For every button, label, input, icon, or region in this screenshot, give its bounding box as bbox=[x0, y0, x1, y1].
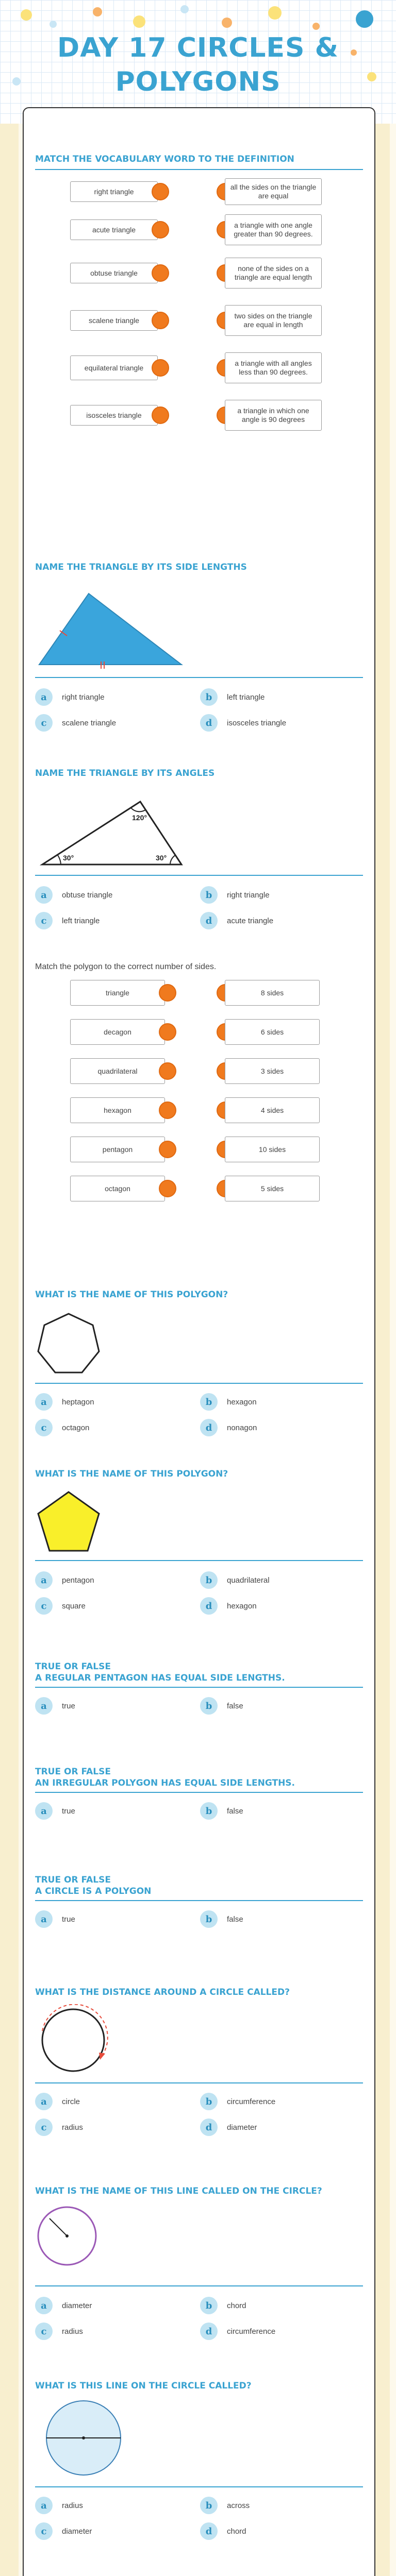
question-6 bbox=[35, 1468, 363, 1480]
circle-shape bbox=[42, 2009, 104, 2071]
question-title: TRUE OR FALSE bbox=[35, 1875, 111, 1885]
answer-option-a[interactable] bbox=[35, 688, 105, 706]
option-letter: d bbox=[200, 1597, 218, 1615]
polygon-shape bbox=[38, 1492, 99, 1551]
answer-option-c[interactable] bbox=[35, 1419, 89, 1436]
option-text: false bbox=[227, 1701, 243, 1710]
diameter-figure bbox=[35, 2398, 133, 2480]
match-term[interactable]: triangle bbox=[70, 980, 165, 1006]
option-text: diameter bbox=[62, 2527, 92, 2536]
option-letter: b bbox=[200, 1802, 218, 1820]
question-3 bbox=[35, 768, 363, 779]
match-term[interactable]: quadrilateral bbox=[70, 1058, 165, 1084]
option-letter: c bbox=[35, 2522, 53, 2540]
option-letter: d bbox=[200, 1419, 218, 1436]
option-letter: b bbox=[200, 1571, 218, 1589]
question-title: TRUE OR FALSE bbox=[35, 1767, 111, 1777]
option-letter: b bbox=[200, 886, 218, 904]
answer-option-d[interactable] bbox=[200, 2522, 246, 2540]
question-title: WHAT IS THE NAME OF THIS LINE CALLED ON THE CIRCLE? bbox=[35, 2186, 322, 2196]
option-text: circumference bbox=[227, 2327, 276, 2336]
option-letter: b bbox=[200, 1697, 218, 1715]
option-text: circumference bbox=[227, 2097, 276, 2106]
option-letter: a bbox=[35, 1910, 53, 1928]
center-point bbox=[82, 2436, 85, 2439]
answer-option-d[interactable] bbox=[200, 2323, 275, 2340]
divider bbox=[35, 1792, 363, 1793]
option-letter: a bbox=[35, 2297, 53, 2314]
option-text: diameter bbox=[62, 2301, 92, 2310]
match-term[interactable]: right triangle bbox=[70, 181, 158, 202]
match-definition[interactable]: a triangle with one angle greater than 90 degrees. bbox=[225, 214, 322, 245]
option-letter: c bbox=[35, 714, 53, 732]
answer-option-c[interactable] bbox=[35, 912, 100, 929]
option-text: radius bbox=[62, 2123, 83, 2132]
obtuse-triangle-figure bbox=[35, 787, 190, 870]
option-text: scalene triangle bbox=[62, 718, 117, 727]
match-definition[interactable]: all the sides on the triangle are equal bbox=[225, 178, 322, 205]
decor-dot bbox=[268, 6, 282, 20]
divider bbox=[35, 1900, 363, 1901]
worksheet-card bbox=[23, 107, 375, 2576]
worksheet-title: DAY 17 CIRCLES & POLYGONS bbox=[57, 32, 339, 97]
match-row bbox=[70, 354, 328, 381]
answer-option-a[interactable] bbox=[35, 2297, 92, 2314]
question-9 bbox=[35, 1874, 363, 1897]
match-connector-left[interactable] bbox=[159, 1141, 176, 1158]
answer-option-c[interactable] bbox=[35, 1597, 86, 1615]
option-text: true bbox=[62, 1806, 75, 1816]
answer-option-c[interactable] bbox=[35, 2119, 83, 2136]
answer-option-d[interactable] bbox=[200, 1419, 257, 1436]
match-row bbox=[70, 1176, 328, 1201]
option-letter: b bbox=[200, 1393, 218, 1411]
match-definition[interactable]: 10 sides bbox=[225, 1137, 320, 1162]
divider bbox=[35, 2082, 363, 2083]
question-title: WHAT IS THE NAME OF THIS POLYGON? bbox=[35, 1469, 228, 1479]
option-text: hexagon bbox=[227, 1601, 257, 1611]
answer-option-d[interactable] bbox=[200, 912, 273, 929]
option-letter: a bbox=[35, 1697, 53, 1715]
answer-option-b[interactable] bbox=[200, 2497, 250, 2514]
divider bbox=[35, 169, 363, 170]
option-text: left triangle bbox=[227, 692, 265, 702]
option-letter: c bbox=[35, 2119, 53, 2136]
option-text: diameter bbox=[227, 2123, 257, 2132]
match-row bbox=[70, 402, 328, 429]
question-1 bbox=[35, 154, 363, 165]
match-term[interactable]: hexagon bbox=[70, 1097, 165, 1123]
question-title: Match the polygon to the correct number of sides. bbox=[35, 962, 217, 971]
option-text: true bbox=[62, 1914, 75, 1924]
answer-option-a[interactable] bbox=[35, 1697, 75, 1715]
answer-option-c[interactable] bbox=[35, 2522, 92, 2540]
question-title: NAME THE TRIANGLE BY ITS ANGLES bbox=[35, 768, 215, 778]
match-definition[interactable]: two sides on the triangle are equal in length bbox=[225, 305, 322, 336]
question-title: TRUE OR FALSE bbox=[35, 1662, 111, 1672]
answer-option-a[interactable] bbox=[35, 1802, 75, 1820]
divider bbox=[35, 1687, 363, 1688]
divider bbox=[35, 1383, 363, 1384]
question-11 bbox=[35, 2185, 363, 2197]
answer-option-b[interactable] bbox=[200, 688, 265, 706]
answer-option-a[interactable] bbox=[35, 1571, 94, 1589]
option-text: left triangle bbox=[62, 916, 100, 925]
option-letter: b bbox=[200, 2297, 218, 2314]
option-text: radius bbox=[62, 2501, 83, 2510]
match-connector-left[interactable] bbox=[152, 312, 169, 329]
match-definition[interactable]: 6 sides bbox=[225, 1019, 320, 1045]
triangle-shape bbox=[39, 594, 182, 665]
decor-dot bbox=[93, 7, 102, 16]
match-connector-left[interactable] bbox=[159, 1180, 176, 1197]
option-text: chord bbox=[227, 2527, 246, 2536]
question-7 bbox=[35, 1661, 363, 1684]
question-8 bbox=[35, 1766, 363, 1789]
option-text: chord bbox=[227, 2301, 246, 2310]
answer-option-a[interactable] bbox=[35, 2497, 83, 2514]
match-term[interactable]: scalene triangle bbox=[70, 310, 158, 331]
option-text: obtuse triangle bbox=[62, 890, 113, 900]
question-title: WHAT IS THE DISTANCE AROUND A CIRCLE CALLED? bbox=[35, 1987, 290, 1997]
answer-option-b[interactable] bbox=[200, 2093, 275, 2110]
question-statement: A REGULAR PENTAGON HAS EQUAL SIDE LENGTHS. bbox=[35, 1673, 285, 1683]
answer-option-b[interactable] bbox=[200, 2297, 246, 2314]
match-connector-left[interactable] bbox=[152, 359, 169, 377]
question-statement: A CIRCLE IS A POLYGON bbox=[35, 1886, 152, 1896]
option-letter: b bbox=[200, 688, 218, 706]
option-text: isosceles triangle bbox=[227, 718, 287, 727]
option-text: acute triangle bbox=[227, 916, 274, 925]
option-text: right triangle bbox=[227, 890, 270, 900]
answer-option-c[interactable] bbox=[35, 714, 116, 732]
heptagon-figure bbox=[35, 1311, 102, 1378]
match-definition[interactable]: 3 sides bbox=[225, 1058, 320, 1084]
match-connector-left[interactable] bbox=[159, 1023, 176, 1041]
answer-option-b[interactable] bbox=[200, 1393, 257, 1411]
angle-label: 30° bbox=[63, 854, 74, 862]
option-letter: a bbox=[35, 1571, 53, 1589]
match-row bbox=[70, 178, 328, 205]
option-text: circle bbox=[62, 2097, 80, 2106]
question-2 bbox=[35, 562, 363, 573]
option-letter: d bbox=[200, 2119, 218, 2136]
match-connector-left[interactable] bbox=[152, 264, 169, 282]
option-text: octagon bbox=[62, 1423, 90, 1432]
answer-option-b[interactable] bbox=[200, 1910, 243, 1928]
option-letter: d bbox=[200, 714, 218, 732]
match-row bbox=[70, 307, 328, 334]
option-letter: a bbox=[35, 1802, 53, 1820]
option-text: true bbox=[62, 1701, 75, 1710]
option-letter: c bbox=[35, 2323, 53, 2340]
question-10 bbox=[35, 1987, 363, 1998]
match-term[interactable]: obtuse triangle bbox=[70, 263, 158, 283]
match-term[interactable]: equilateral triangle bbox=[70, 355, 158, 380]
option-text: quadrilateral bbox=[227, 1575, 270, 1585]
answer-option-a[interactable] bbox=[35, 2093, 80, 2110]
option-letter: b bbox=[200, 1910, 218, 1928]
circumference-figure bbox=[35, 2004, 112, 2076]
question-title: MATCH THE VOCABULARY WORD TO THE DEFINITION bbox=[35, 154, 294, 164]
match-connector-left[interactable] bbox=[152, 183, 169, 200]
decor-dot bbox=[222, 18, 232, 28]
option-letter: d bbox=[200, 912, 218, 929]
scalene-triangle-figure bbox=[35, 583, 190, 674]
match-definition[interactable]: 8 sides bbox=[225, 980, 320, 1006]
option-letter: b bbox=[200, 2497, 218, 2514]
option-letter: d bbox=[200, 2323, 218, 2340]
match-row bbox=[70, 1058, 328, 1084]
question-12 bbox=[35, 2380, 363, 2392]
answer-option-d[interactable] bbox=[200, 2119, 257, 2136]
answer-option-a[interactable] bbox=[35, 886, 112, 904]
match-connector-left[interactable] bbox=[159, 1101, 176, 1119]
answer-option-c[interactable] bbox=[35, 2323, 83, 2340]
question-4 bbox=[35, 961, 363, 973]
option-letter: c bbox=[35, 912, 53, 929]
match-definition[interactable]: a triangle in which one angle is 90 degrees bbox=[225, 400, 322, 431]
answer-option-d[interactable] bbox=[200, 714, 286, 732]
decor-dot bbox=[21, 9, 32, 21]
option-text: false bbox=[227, 1914, 243, 1924]
arrow-head bbox=[99, 2053, 105, 2060]
match-connector-left[interactable] bbox=[159, 984, 176, 1002]
match-row bbox=[70, 980, 328, 1006]
divider bbox=[35, 677, 363, 678]
match-row bbox=[70, 1137, 328, 1162]
question-statement: AN IRREGULAR POLYGON HAS EQUAL SIDE LENGTHS. bbox=[35, 1778, 295, 1788]
decor-dot bbox=[356, 10, 373, 28]
match-row bbox=[70, 260, 328, 286]
question-title: WHAT IS THIS LINE ON THE CIRCLE CALLED? bbox=[35, 2381, 252, 2391]
option-letter: a bbox=[35, 2497, 53, 2514]
option-text: false bbox=[227, 1806, 243, 1816]
angle-label: 120° bbox=[132, 814, 147, 822]
answer-option-a[interactable] bbox=[35, 1393, 94, 1411]
option-letter: a bbox=[35, 1393, 53, 1411]
option-letter: a bbox=[35, 2093, 53, 2110]
match-connector-left[interactable] bbox=[152, 221, 169, 239]
match-row bbox=[70, 1019, 328, 1045]
match-term[interactable]: isosceles triangle bbox=[70, 405, 158, 426]
option-text: across bbox=[227, 2501, 250, 2510]
match-definition[interactable]: a triangle with all angles less than 90 degrees. bbox=[225, 352, 322, 383]
decor-dot bbox=[50, 21, 57, 28]
angle-label: 30° bbox=[156, 854, 167, 862]
option-letter: a bbox=[35, 886, 53, 904]
answer-option-b[interactable] bbox=[200, 1571, 270, 1589]
question-title: WHAT IS THE NAME OF THIS POLYGON? bbox=[35, 1290, 228, 1300]
option-letter: b bbox=[200, 2093, 218, 2110]
match-term[interactable]: octagon bbox=[70, 1176, 165, 1201]
option-text: square bbox=[62, 1601, 86, 1611]
match-term[interactable]: decagon bbox=[70, 1019, 165, 1045]
answer-option-d[interactable] bbox=[200, 1597, 257, 1615]
option-letter: d bbox=[200, 2522, 218, 2540]
option-text: right triangle bbox=[62, 692, 105, 702]
question-5 bbox=[35, 1289, 363, 1300]
decor-dot bbox=[133, 15, 145, 28]
option-letter: c bbox=[35, 1597, 53, 1615]
answer-option-b[interactable] bbox=[200, 1697, 243, 1715]
option-text: radius bbox=[62, 2327, 83, 2336]
pentagon-figure bbox=[35, 1489, 102, 1556]
option-letter: a bbox=[35, 688, 53, 706]
match-definition[interactable]: 4 sides bbox=[225, 1097, 320, 1123]
match-term[interactable]: pentagon bbox=[70, 1137, 165, 1162]
answer-option-b[interactable] bbox=[200, 886, 270, 904]
match-term[interactable]: acute triangle bbox=[70, 219, 158, 240]
decor-dot bbox=[180, 5, 189, 13]
center-point bbox=[65, 2234, 69, 2238]
option-text: nonagon bbox=[227, 1423, 257, 1432]
match-definition[interactable]: none of the sides on a triangle are equal length bbox=[225, 258, 322, 289]
divider bbox=[35, 1560, 363, 1561]
option-text: hexagon bbox=[227, 1397, 257, 1406]
option-text: heptagon bbox=[62, 1397, 94, 1406]
match-connector-left[interactable] bbox=[159, 1062, 176, 1080]
question-title: NAME THE TRIANGLE BY ITS SIDE LENGTHS bbox=[35, 562, 247, 572]
divider bbox=[35, 2486, 363, 2487]
divider bbox=[35, 875, 363, 876]
polygon-shape bbox=[38, 1314, 99, 1372]
divider bbox=[35, 2285, 363, 2286]
match-definition[interactable]: 5 sides bbox=[225, 1176, 320, 1201]
match-row bbox=[70, 216, 328, 243]
option-text: pentagon bbox=[62, 1575, 94, 1585]
match-row bbox=[70, 1097, 328, 1123]
circumference-arrow bbox=[42, 2004, 108, 2056]
option-letter: c bbox=[35, 1419, 53, 1436]
decor-dot bbox=[312, 23, 320, 30]
answer-option-b[interactable] bbox=[200, 1802, 243, 1820]
answer-option-a[interactable] bbox=[35, 1910, 75, 1928]
match-connector-left[interactable] bbox=[152, 406, 169, 424]
radius-figure bbox=[35, 2204, 102, 2271]
